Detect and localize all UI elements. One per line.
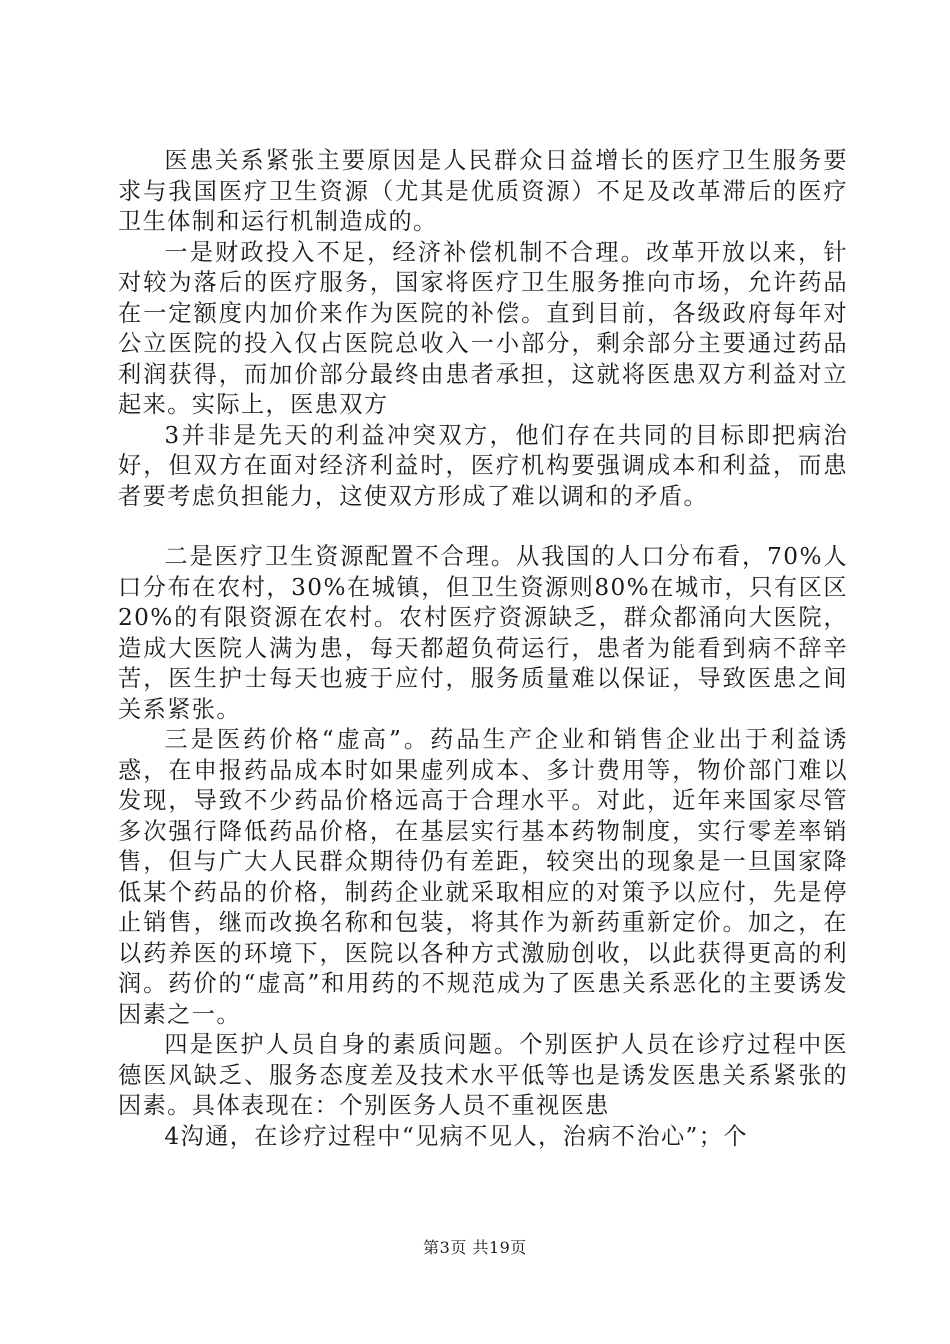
document-body bbox=[118, 146, 848, 1152]
paragraph-point-one-continued: 3并非是先天的利益冲突双方，他们存在共同的目标即把病治好，但双方在面对经济利益时，医疗机构要强调成本和利益，而患者要考虑负担能力，这使双方形成了难以调和的矛盾。 bbox=[118, 421, 848, 510]
page-footer: 第3页 共19页 bbox=[423, 1238, 527, 1257]
paragraph-point-one: 一是财政投入不足，经济补偿机制不合理。改革开放以来，针对较为落后的医疗服务，国家将医疗卫生服务推向市场，允许药品在一定额度内加价来作为医院的补偿。直到目前，各级政府每年对公立医院的投入仅占医院总收入一小部分，剩余部分主要通过药品利润获得，而加价部分最终由患者承担，这就将医患双方利益对立起来。实际上，医患双方 bbox=[118, 238, 848, 418]
paragraph-point-three: 三是医药价格“虚高”。药品生产企业和销售企业出于利益诱惑，在申报药品成本时如果虚列成本、多计费用等，物价部门难以发现，导致不少药品价格远高于合理水平。对此，近年来国家尽管多次强行降低药品价格，在基层实行基本药物制度，实行零差率销售，但与广大人民群众期待仍有差距，较突出的现象是一旦国家降低某个药品的价格，制药企业就采取相应的对策予以应付，先是停止销售，继而改换名称和包装，将其作为新药重新定价。加之，在以药养医的环境下，医院以各种方式激励创收，以此获得更高的利润。药价的“虚高”和用药的不规范成为了医患关系恶化的主要诱发因素之一。 bbox=[118, 726, 848, 1028]
paragraph-intro: 医患关系紧张主要原因是人民群众日益增长的医疗卫生服务要求与我国医疗卫生资源（尤其是优质资源）不足及改革滞后的医疗卫生体制和运行机制造成的。 bbox=[118, 147, 848, 235]
paragraph-point-two: 二是医疗卫生资源配置不合理。从我国的人口分布看，70%人口分布在农村，30%在城镇，但卫生资源则80%在城市，只有区区20%的有限资源在农村。农村医疗资源缺乏，群众都涌向大医院，造成大医院人满为患，每天都超负荷运行，患者为能看到病不辞辛苦，医生护士每天也疲于应付，服务质量难以保证，导致医患之间关系紧张。 bbox=[118, 543, 848, 723]
paragraph-point-four: 四是医护人员自身的素质问题。个别医护人员在诊疗过程中医德医风缺乏、服务态度差及技术水平低等也是诱发医患关系紧张的因素。具体表现在：个别医务人员不重视医患 bbox=[118, 1031, 848, 1119]
paragraph-point-four-continued: 4沟通，在诊疗过程中“见病不见人，治病不治心”；个 bbox=[164, 1122, 748, 1150]
paragraph-gap bbox=[118, 512, 848, 542]
